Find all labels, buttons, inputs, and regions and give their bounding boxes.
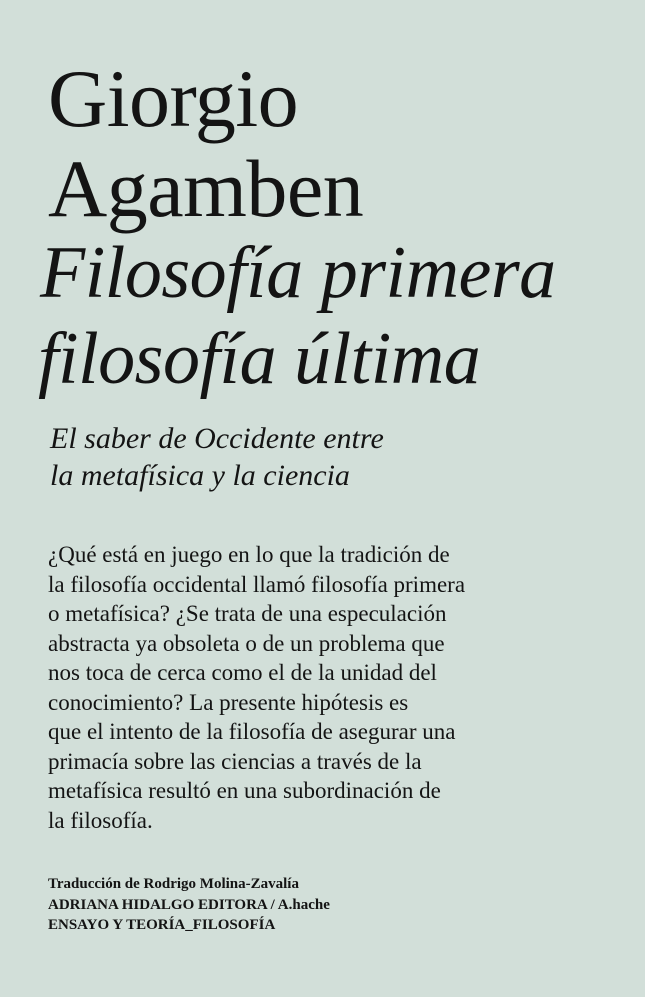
book-subtitle-line-1: El saber de Occidente entre [50, 422, 384, 455]
blurb-line: la filosofía occidental llamó filosofía primera [48, 571, 466, 597]
blurb-line: que el intento de la filosofía de asegurar una [48, 719, 456, 744]
author-last-name: Agamben [48, 143, 364, 234]
book-title-line-1: Filosofía primera [40, 232, 556, 314]
collection-credit: ENSAYO Y TEORÍA_FILOSOFÍA [48, 917, 276, 933]
author-first-name: Giorgio [48, 53, 299, 144]
blurb-line: primacía sobre las ciencias a través de la [48, 748, 422, 774]
publisher-credit: ADRIANA HIDALGO EDITORA / A.hache [48, 896, 330, 913]
blurb-line: nos toca de cerca como el de la unidad del [48, 660, 437, 685]
book-title-line-2: filosofía última [38, 318, 481, 400]
cover-blurb [48, 540, 608, 835]
blurb-line: ¿Qué está en juego en lo que la tradición de [48, 542, 450, 567]
blurb-line: metafísica resultó en una subordinación de [48, 778, 441, 803]
blurb-line: la filosofía. [48, 807, 153, 833]
book-subtitle-line-2: la metafísica y la ciencia [50, 459, 350, 492]
blurb-line: conocimiento? La presente hipótesis es [48, 689, 409, 715]
blurb-line: abstracta ya obsoleta o de un problema que [48, 630, 445, 656]
translation-credit: Traducción de Rodrigo Molina-Zavalía [48, 876, 299, 892]
blurb-line: o metafísica? ¿Se trata de una especulación [48, 601, 447, 626]
cover-credits [48, 874, 330, 936]
